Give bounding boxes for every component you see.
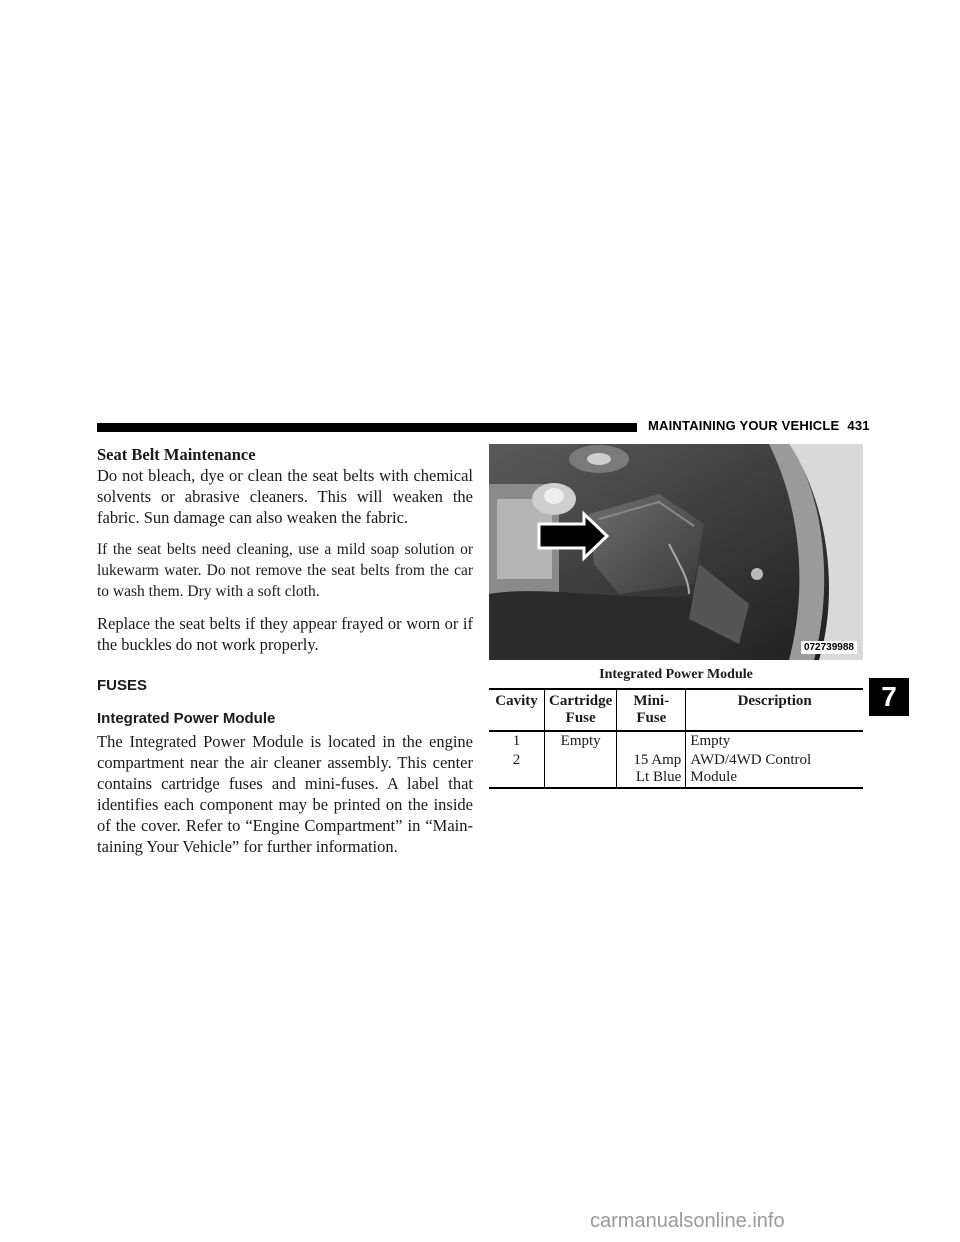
photo-code: 072739988 [801,641,857,654]
table-header-row [489,689,863,731]
seatbelt-paragraph-2: If the seat belts need cleaning, use a mild soap solution or lukewarm water. Do not remove the seat belts from the car to wash them. Dry with a soft cloth. [97,541,473,600]
page-number: 431 [847,418,870,433]
engine-compartment-photo [489,444,863,660]
cell-cavity: 1 [512,733,521,749]
header-description: Description [686,689,863,731]
seatbelt-paragraph-1: Do not bleach, dye or clean the seat belts with chemical solvents or abrasive cleaners. This will weaken the fabric. Sun damage can also weaken the fabric. [97,466,473,527]
cell-description: AWD/4WD Control Module [686,751,863,788]
photo-caption: Integrated Power Module [599,667,753,682]
engine-photo-illustration [489,444,863,660]
watermark: carmanualsonline.info [590,1210,785,1232]
ipm-heading: Integrated Power Module [97,710,276,727]
running-header [648,418,870,433]
cell-mini-fuse [617,731,686,751]
cell-cartridge: Empty [545,731,617,751]
cell-mini-fuse: 15 Amp Lt Blue [617,751,686,788]
cell-description: Empty [686,731,863,751]
header-cartridge-fuse: Cartridge Fuse [545,689,617,731]
fuse-table [489,688,863,789]
cell-cavity: 2 [512,752,521,768]
left-column [97,444,473,868]
table-row [489,731,863,751]
header-rule [97,423,637,432]
header-cavity: Cavity [495,693,538,709]
seatbelt-paragraph-3: Replace the seat belts if they appear frayed or worn or if the buckles do not work properly. [97,614,473,654]
seatbelt-heading: Seat Belt Maintenance [97,445,256,464]
fuses-heading: FUSES [97,677,148,694]
chapter-tab: 7 [869,678,909,716]
cell-cartridge [545,751,617,788]
section-title: MAINTAINING YOUR VEHICLE [648,418,840,433]
ipm-paragraph: The Integrated Power Module is located in the engine compartment near the air cleaner assembly. This center contains cartridge fuses and mini-fuses. A label that identifies each component may be printed on the inside of the cover. Refer to “Engine Compartment” in “Main- taining Your Vehicle” for further information. [97,732,473,856]
table-row [489,751,863,788]
header-mini-fuse: Mini- Fuse [617,689,686,731]
